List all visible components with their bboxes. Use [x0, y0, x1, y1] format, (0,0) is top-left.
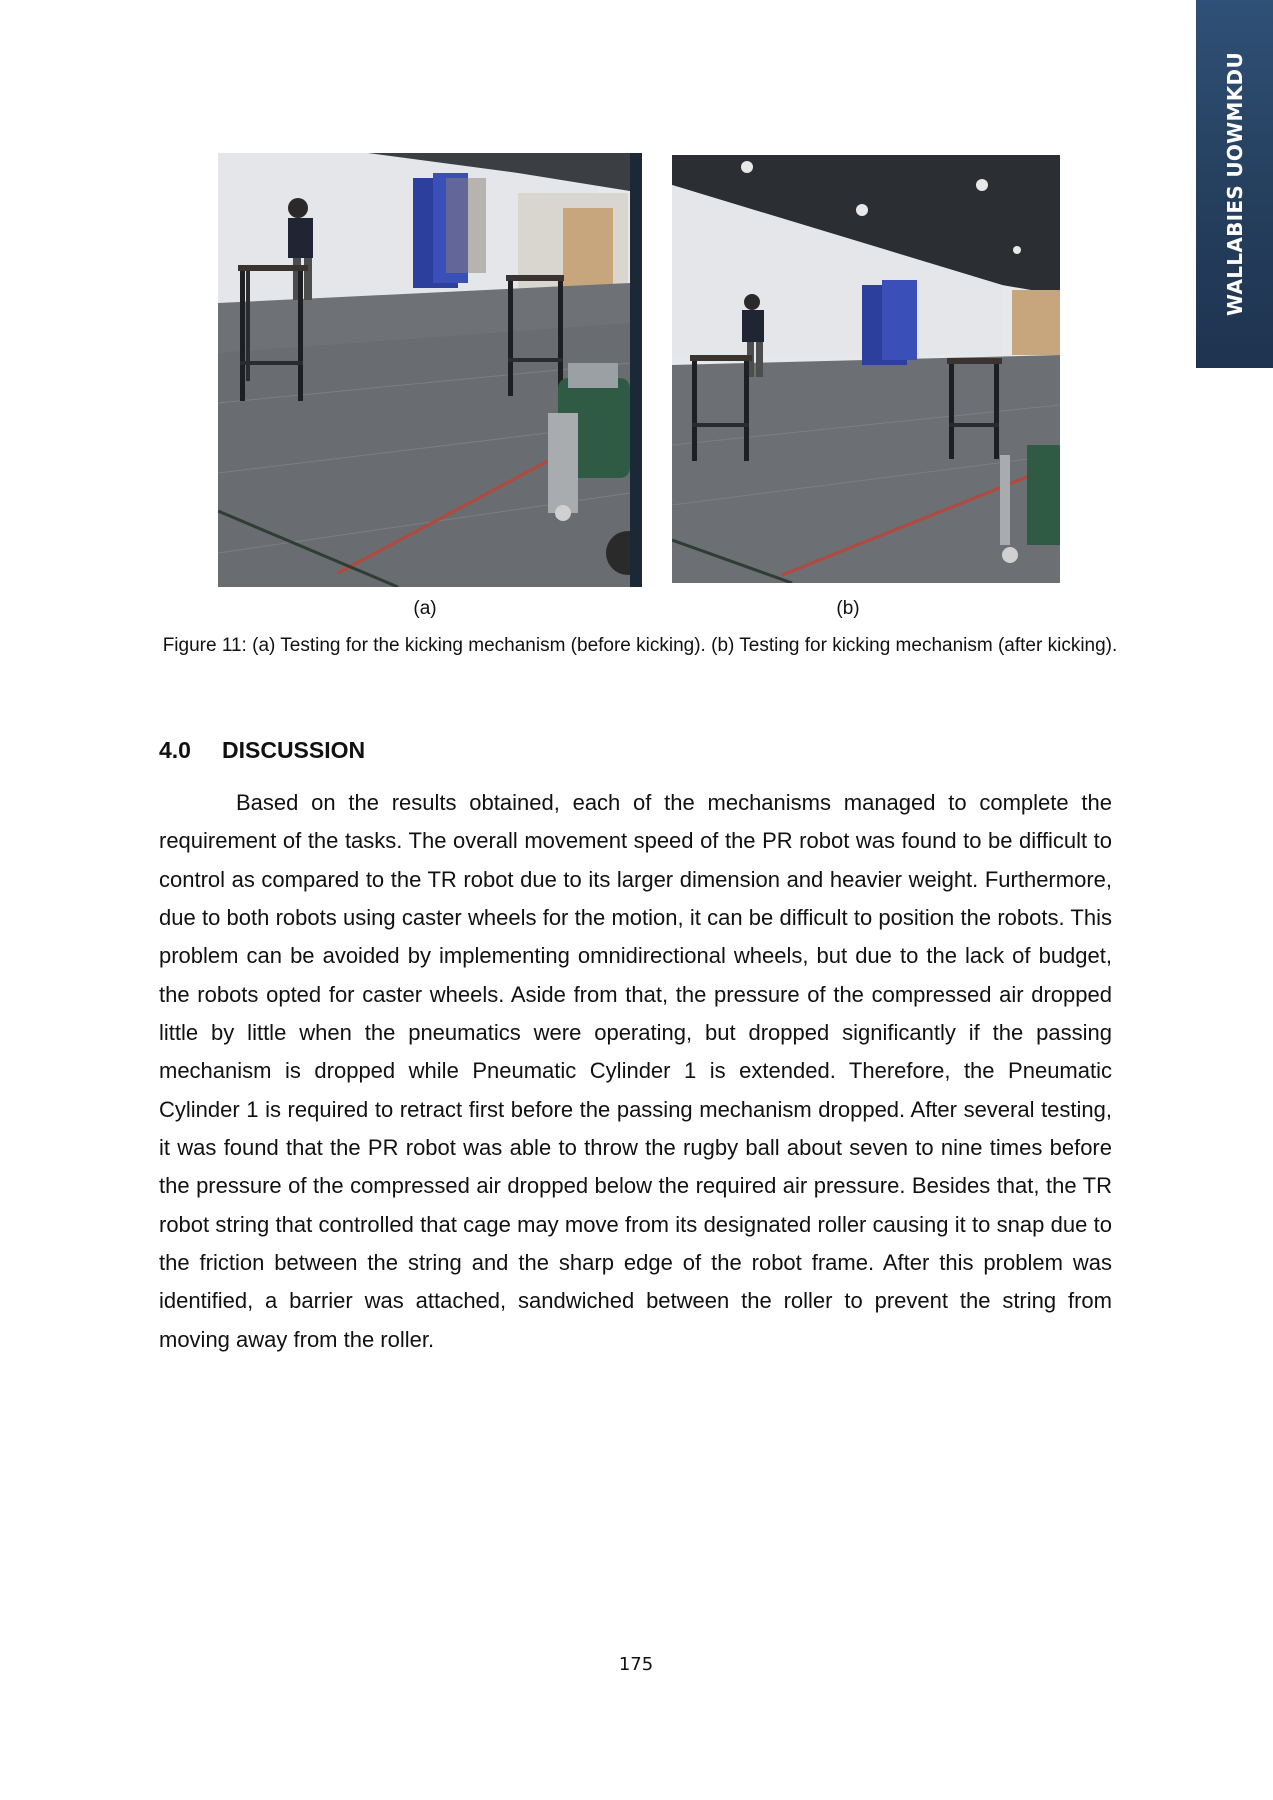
section-title: DISCUSSION [222, 737, 366, 763]
section-heading [159, 737, 365, 764]
figure-photo-a [218, 153, 642, 587]
figure-caption: Figure 11: (a) Testing for the kicking mechanism (before kicking). (b) Testing for kicking mechanism (after kicking). [162, 635, 1118, 656]
subfigure-label-b: (b) [836, 598, 860, 619]
discussion-paragraph: Based on the results obtained, each of the mechanisms managed to complete the requirement of the tasks. The overall movement speed of the PR robot was found to be difficult to control as compared to the TR robot due to its larger dimension and heavier weight. Furthermore, due to both robots using caster wheels for the motion, it can be difficult to position the robots. This problem can be avoided by implementing omnidirectional wheels, but due to the lack of budget, the robots opted for caster wheels. Aside from that, the pressure of the compressed air dropped little by little when the pneumatics were operating, but dropped significantly if the passing mechanism is dropped while Pneumatic Cylinder 1 is extended. Therefore, the Pneumatic Cylinder 1 is required to retract first before the passing mechanism dropped. After several testing, it was found that the PR robot was able to throw the rugby ball about seven to nine times before the pressure of the compressed air dropped below the required air pressure. Besides that, the TR robot string that controlled that cage may move from its designated roller causing it to snap due to the friction between the string and the sharp edge of the robot frame. After this problem was identified, a barrier was attached, sandwiched between the roller to prevent the string from moving away from the roller. [159, 790, 1112, 1352]
side-tab-label: WALLABIES UOWMKDU [1222, 52, 1247, 316]
figure-photo-b [672, 155, 1060, 583]
subfigure-label-a: (a) [413, 598, 437, 619]
section-number: 4.0 [159, 737, 191, 763]
side-tab [1196, 0, 1273, 368]
page-number: 175 [618, 1654, 654, 1675]
